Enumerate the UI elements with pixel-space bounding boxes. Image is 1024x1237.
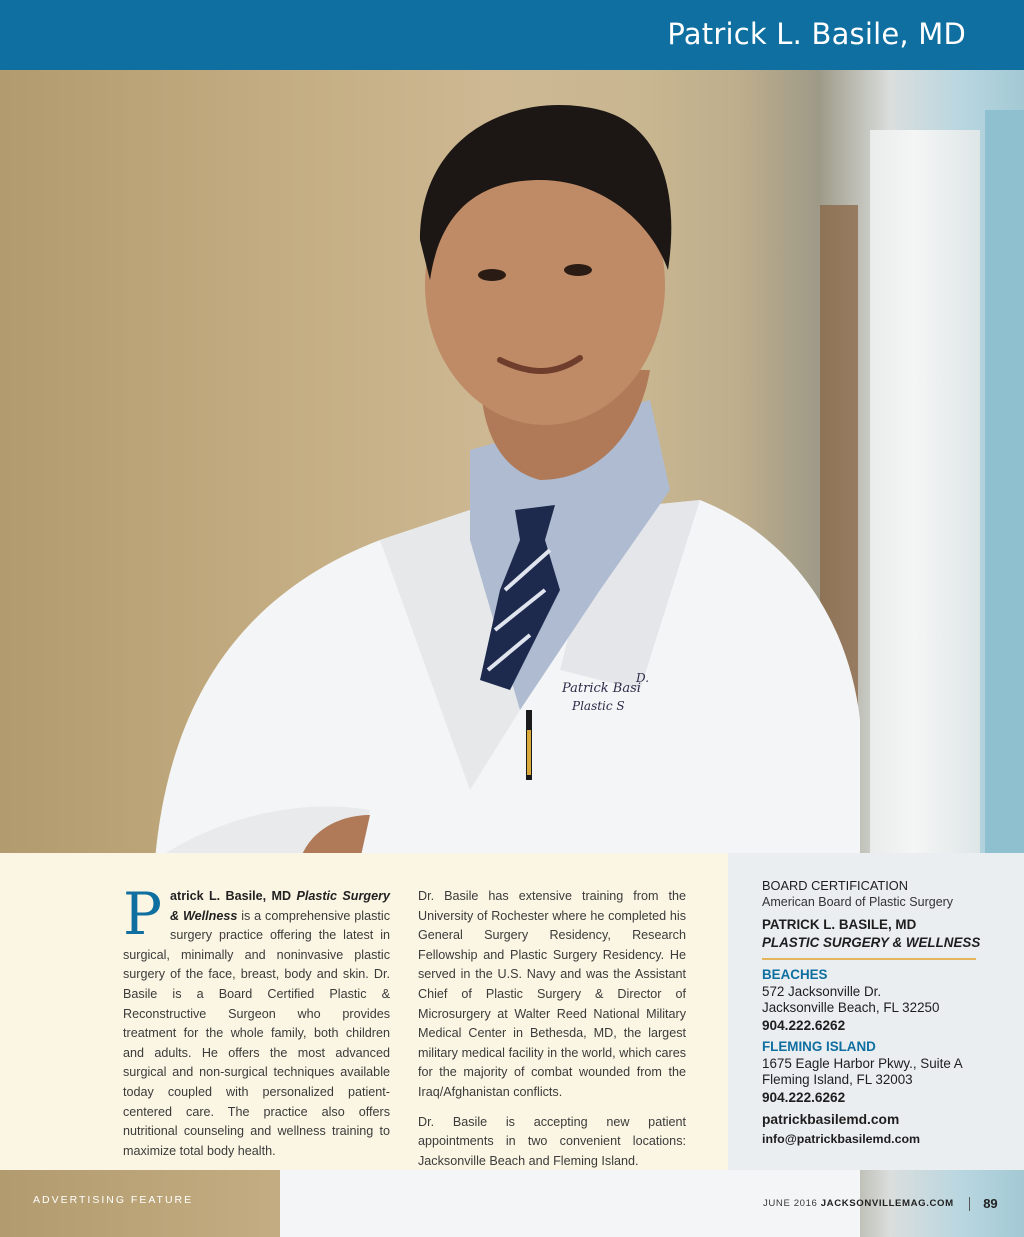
- location-address-line2: Jacksonville Beach, FL 32250: [762, 1000, 940, 1015]
- doctor-name: PATRICK L. BASILE, MD: [762, 917, 917, 932]
- gold-divider: [762, 958, 976, 960]
- footer-folio: [763, 1196, 998, 1211]
- article-column-2: [418, 887, 686, 1171]
- location-phone[interactable]: 904.222.6262: [762, 1090, 846, 1105]
- location-address-line1: 572 Jacksonville Dr.: [762, 984, 882, 999]
- location-address-line1: 1675 Eagle Harbor Pkwy., Suite A: [762, 1056, 963, 1071]
- article-doctor-name: atrick L. Basile, MD: [170, 889, 297, 903]
- article-paragraph-3: Dr. Basile is accepting new patient appointments in two convenient locations: Jacksonville Beach and Fleming Island.: [418, 1114, 686, 1168]
- article-column-1: [123, 880, 391, 1161]
- certification-label: BOARD CERTIFICATION: [762, 878, 908, 893]
- page-title: Patrick L. Basile, MD: [667, 17, 966, 51]
- advertising-feature-label: ADVERTISING FEATURE: [33, 1194, 194, 1206]
- location-name-beaches: BEACHES: [762, 967, 828, 982]
- article-paragraph-2: Dr. Basile has extensive training from the University of Rochester where he completed his General Surgery Residency, Research Fellowship and Plastic Surgery Residency. He served in the U.S. Navy and was the Assistant Chief of Plastic Surgery & Director of Microsurgery at Walter Reed National Military Medical Center in Bethesda, MD, the largest military medical facility in the world, which cares for the majority of combat wounded from the Iraq/Afghanistan conflicts.: [418, 889, 686, 1099]
- drop-cap: P: [123, 880, 163, 948]
- website-link[interactable]: patrickbasilemd.com: [762, 1112, 900, 1127]
- magazine-site[interactable]: JACKSONVILLEMAG.COM: [820, 1198, 954, 1210]
- page-number: 89: [983, 1196, 998, 1211]
- article-practice-name: Plastic Surgery & Wellness: [170, 889, 391, 923]
- issue-date: JUNE 2016: [763, 1198, 818, 1210]
- certification-value: American Board of Plastic Surgery: [762, 895, 954, 909]
- paragraph-gap: [418, 1103, 686, 1113]
- email-link[interactable]: info@patrickbasilemd.com: [762, 1132, 921, 1146]
- coat-embroidery-degree: D.: [636, 671, 650, 685]
- contact-info: [762, 878, 992, 1148]
- location-address-line2: Fleming Island, FL 32003: [762, 1072, 913, 1087]
- practice-name: PLASTIC SURGERY & WELLNESS: [762, 935, 981, 950]
- coat-embroidery-title: Plastic S: [572, 699, 625, 713]
- article-paragraph-1: is a comprehensive plastic surgery practice offering the latest in surgical, minimally and noninvasive plastic surgery of the face, breast, body and skin. Dr. Basile is a Board Certified Plastic & Reconstructive Surgeon who provides treatment for the whole family, both children and adults. He offers the most advanced surgical and non-surgical techniques available today coupled with personalized patient-centered care. The practice also offers nutritional counseling and wellness training to maximize total body health.: [123, 908, 390, 1158]
- footer-divider: [969, 1197, 970, 1211]
- location-name-fleming-island: FLEMING ISLAND: [762, 1039, 876, 1054]
- header-bar: [0, 0, 1024, 70]
- location-phone[interactable]: 904.222.6262: [762, 1018, 846, 1033]
- coat-embroidery-name: Patrick Basi: [562, 681, 641, 696]
